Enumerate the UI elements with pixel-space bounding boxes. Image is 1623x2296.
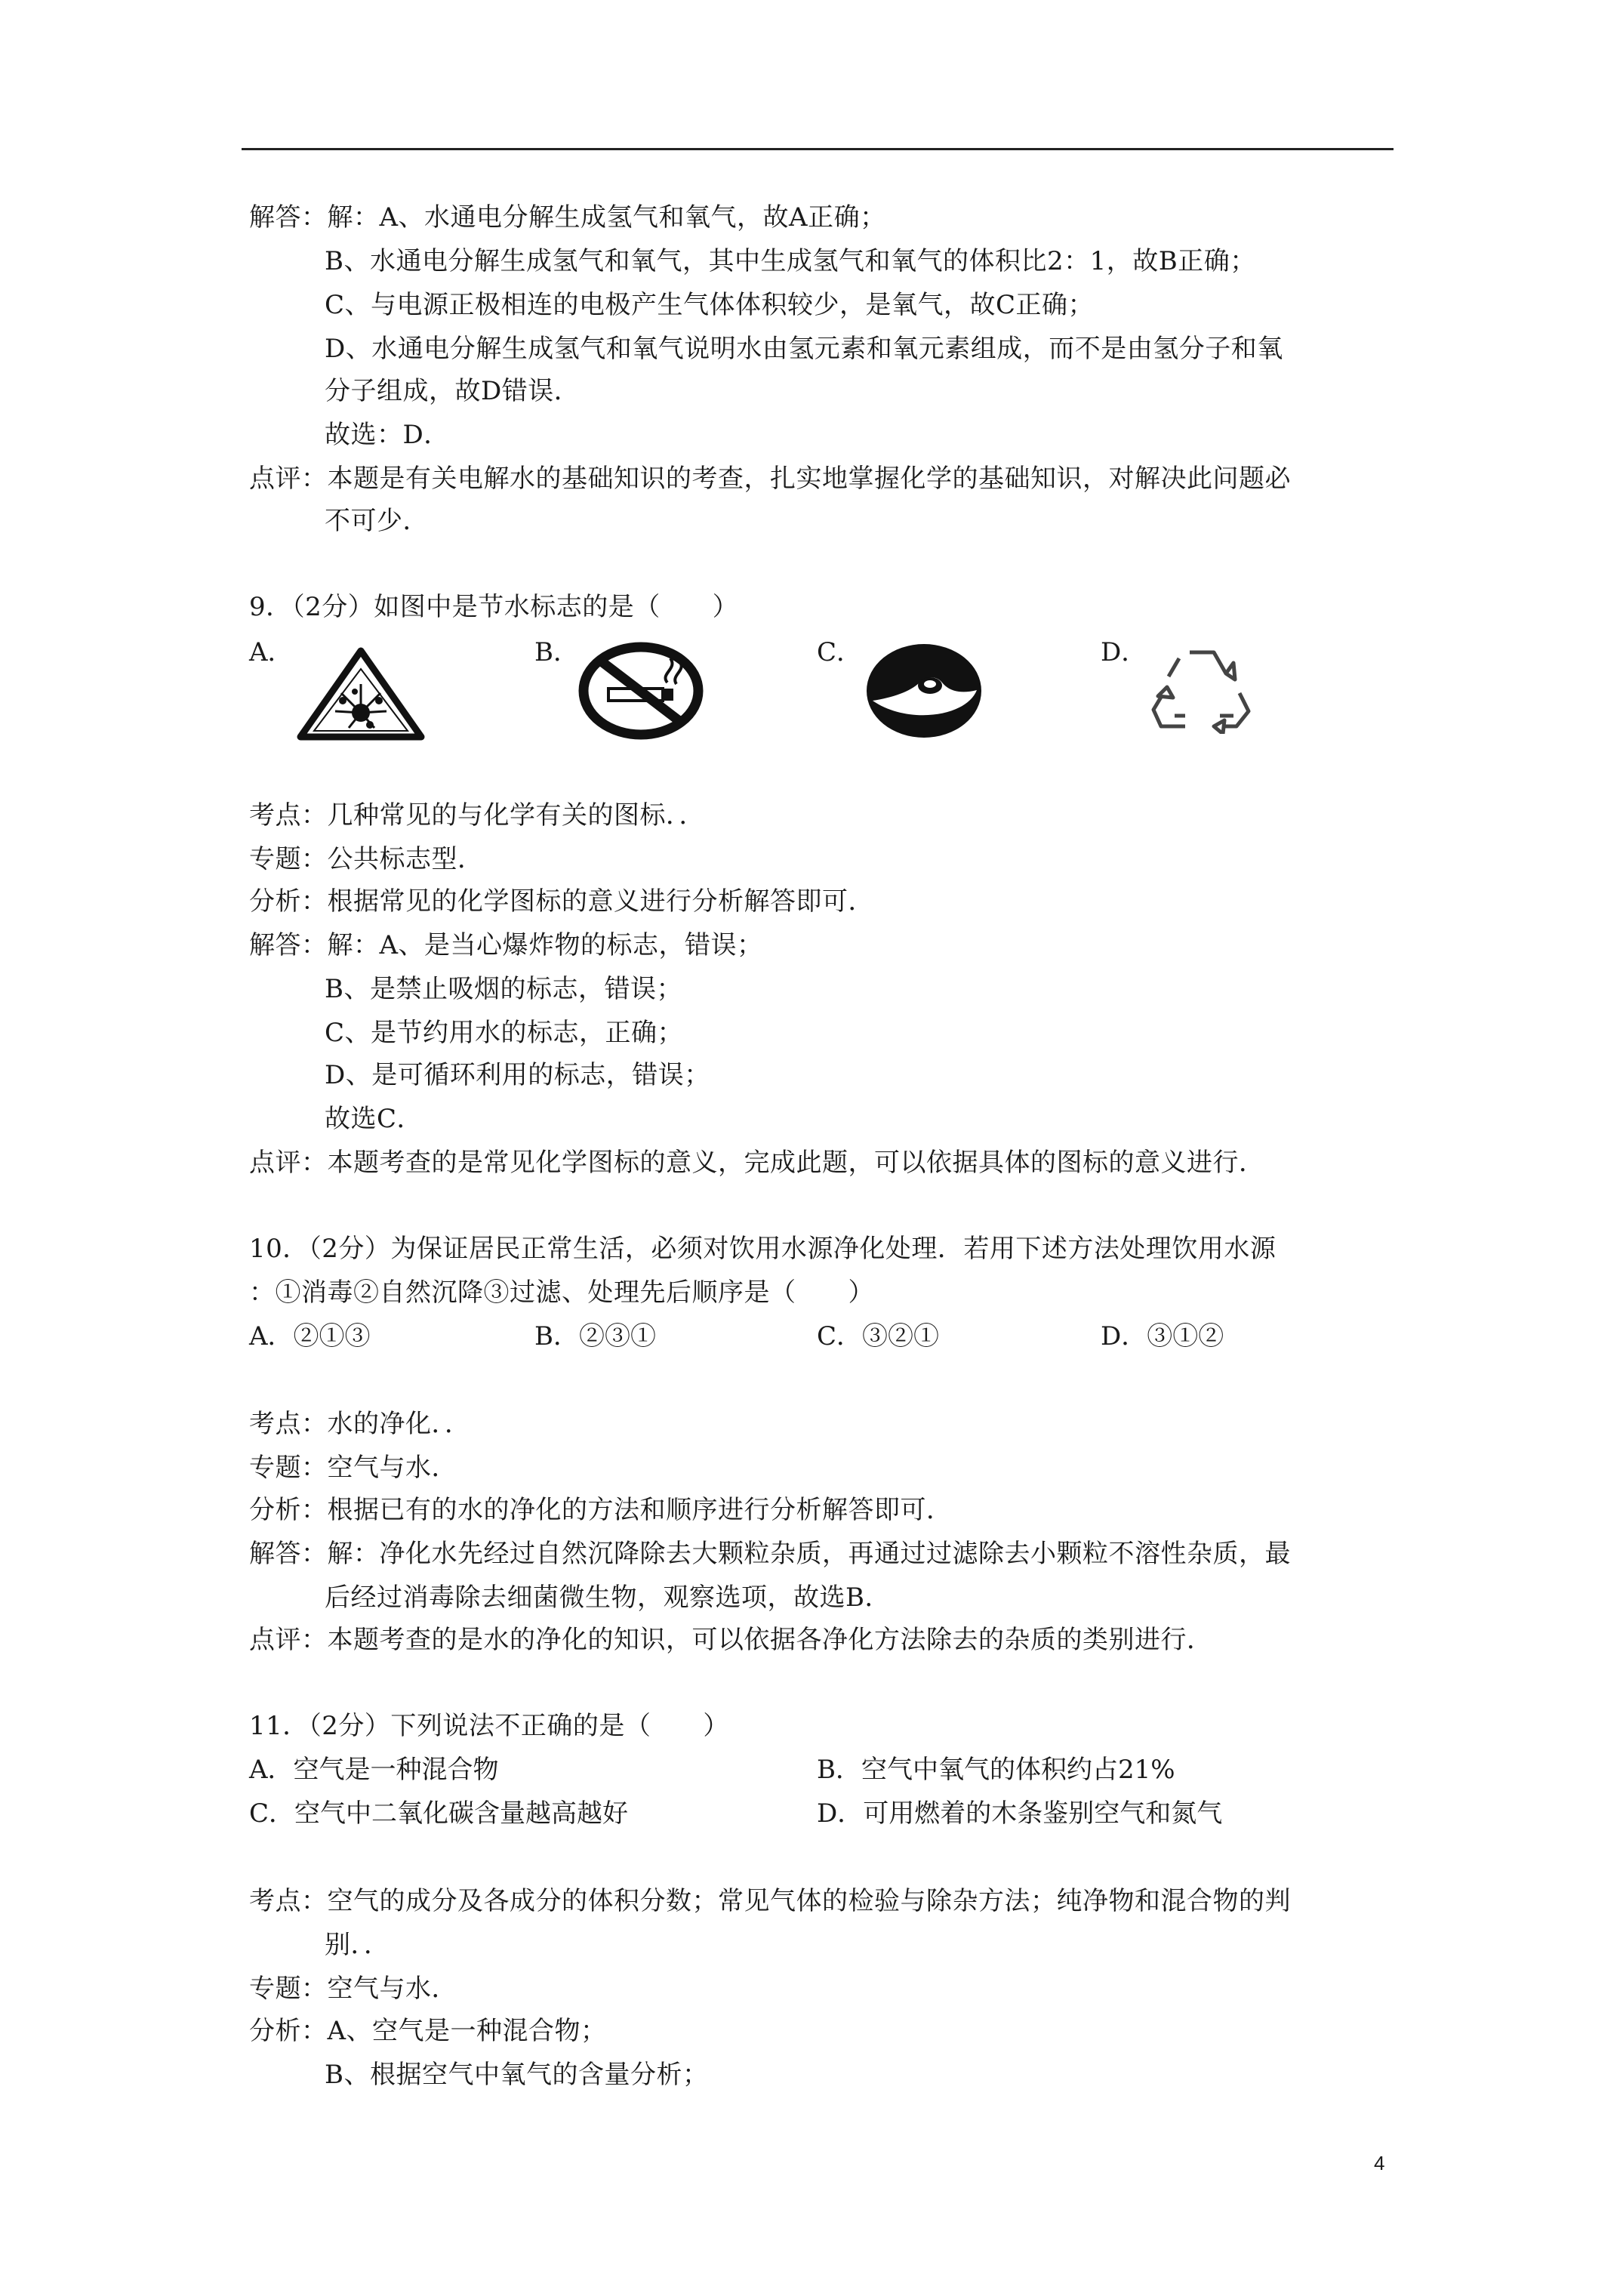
recycle-icon — [1144, 643, 1261, 734]
q11-option-d: D．可用燃着的木条鉴别空气和氮气 — [817, 1798, 1223, 1829]
q11-kaodian: 考点：空气的成分及各成分的体积分数；常见气体的检验与除杂方法；纯净物和混合物的判 — [249, 1886, 1291, 1916]
q9-jieda: B、是禁止吸烟的标志，错误； — [325, 974, 682, 1004]
q8-answer-line: 解答：解：A、水通电分解生成氢气和氧气，故A正确； — [249, 202, 886, 233]
q11-option-a: A．空气是一种混合物 — [249, 1755, 499, 1785]
q9-jieda: 故选C． — [325, 1104, 423, 1134]
q10-jieda: 后经过消毒除去细菌微生物，观察选项，故选B． — [325, 1583, 891, 1613]
q10-option-d: D．③①② — [1101, 1321, 1224, 1351]
q9-option-c-label: C． — [817, 637, 863, 667]
q10-fenxi: 分析：根据已有的水的净化的方法和顺序进行分析解答即可． — [249, 1495, 953, 1525]
q8-comment: 点评：本题是有关电解水的基础知识的考查，扎实地掌握化学的基础知识，对解决此问题必 — [249, 464, 1291, 494]
q9-kaodian: 考点：几种常见的与化学有关的图标．． — [249, 800, 705, 831]
page-number: 4 — [1374, 2152, 1385, 2174]
q8-answer-line: B、水通电分解生成氢气和氧气，其中生成氢气和氧气的体积比2：1，故B正确； — [325, 246, 1256, 276]
q11-stem: 11．（2分）下列说法不正确的是（ ） — [249, 1711, 729, 1741]
q11-kaodian: 别．． — [325, 1930, 390, 1960]
q9-jieda: C、是节约用水的标志，正确； — [325, 1018, 684, 1048]
q8-comment: 不可少． — [325, 506, 429, 536]
q10-dianping: 点评：本题考查的是水的净化的知识，可以依据各净化方法除去的杂质的类别进行． — [249, 1625, 1213, 1655]
q11-fenxi: 分析：A、空气是一种混合物； — [249, 2016, 607, 2046]
q11-zhuanti: 专题：空气与水． — [249, 1974, 457, 2004]
q9-fenxi: 分析：根据常见的化学图标的意义进行分析解答即可． — [249, 886, 874, 917]
q10-option-a: A．②①③ — [249, 1321, 371, 1351]
q11-option-c: C．空气中二氧化碳含量越高越好 — [249, 1798, 629, 1829]
q9-jieda: D、是可循环利用的标志，错误； — [325, 1060, 710, 1090]
q10-option-c: C．③②① — [817, 1321, 940, 1351]
header-rule — [242, 148, 1394, 150]
q11-fenxi: B、根据空气中氧气的含量分析； — [325, 2060, 709, 2090]
no-smoking-icon — [577, 642, 705, 740]
explosive-warning-icon — [296, 646, 426, 741]
q8-answer-line: C、与电源正极相连的电极产生气体体积较少，是氧气，故C正确； — [325, 290, 1095, 320]
q10-zhuanti: 专题：空气与水． — [249, 1453, 457, 1483]
q10-jieda: 解答：解：净化水先经过自然沉降除去大颗粒杂质，再通过过滤除去小颗粒不溶性杂质，最 — [249, 1539, 1291, 1569]
q9-option-b-label: B． — [534, 637, 579, 667]
q8-answer-line: D、水通电分解生成氢气和氧气说明水由氢元素和氧元素组成，而不是由氢分子和氧 — [325, 334, 1283, 364]
q9-jieda: 解答：解：A、是当心爆炸物的标志，错误； — [249, 930, 763, 960]
q8-answer-line: 分子组成，故D错误． — [325, 376, 581, 406]
q9-stem: 9．（2分）如图中是节水标志的是（ ） — [249, 592, 739, 622]
q9-option-d-label: D． — [1101, 637, 1147, 667]
q11-option-b: B．空气中氧气的体积约占21% — [817, 1755, 1175, 1785]
q10-stem: ：①消毒②自然沉降③过滤、处理先后顺序是（ ） — [249, 1277, 874, 1308]
q8-answer-line: 故选：D． — [325, 420, 450, 450]
q9-zhuanti: 专题：公共标志型． — [249, 844, 484, 874]
q10-option-b: B．②③① — [534, 1321, 656, 1351]
q9-option-a-label: A． — [249, 637, 294, 667]
q9-dianping: 点评：本题考查的是常见化学图标的意义，完成此题，可以依据具体的图标的意义进行． — [249, 1148, 1265, 1178]
q10-kaodian: 考点：水的净化．． — [249, 1409, 471, 1439]
water-saving-icon — [864, 642, 984, 740]
q10-stem: 10．（2分）为保证居民正常生活，必须对饮用水源净化处理．若用下述方法处理饮用水源 — [249, 1234, 1277, 1264]
